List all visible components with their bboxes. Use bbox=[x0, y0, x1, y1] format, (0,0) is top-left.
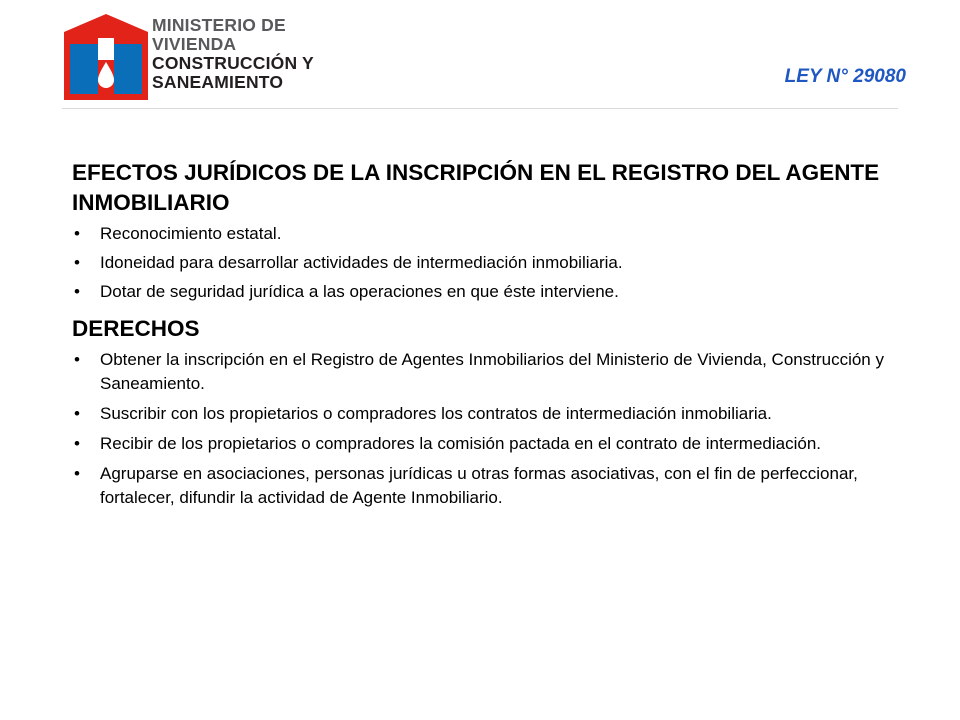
list-item: • Suscribir con los propietarios o compradores los contratos de intermediación inmobiliaria. bbox=[72, 402, 912, 426]
logo-line: MINISTERIO DE bbox=[152, 15, 286, 35]
ministry-logo bbox=[64, 14, 324, 100]
list-item: • Recibir de los propietarios o compradores la comisión pactada en el contrato de intermediación. bbox=[72, 432, 912, 456]
ministry-name bbox=[152, 16, 314, 92]
law-number: LEY N° 29080 bbox=[784, 66, 906, 87]
slide-content bbox=[72, 158, 912, 516]
header bbox=[0, 0, 960, 112]
list-item: • Idoneidad para desarrollar actividades de intermediación inmobiliaria. bbox=[72, 251, 912, 275]
list-item: • Agruparse en asociaciones, personas jurídicas u otras formas asociativas, con el fin de perfeccionar, fortalecer, difundir la actividad de Agente Inmobiliario. bbox=[72, 462, 912, 510]
logo-line: CONSTRUCCIÓN Y bbox=[152, 53, 314, 73]
list-item: • Reconocimiento estatal. bbox=[72, 222, 912, 246]
logo-line: SANEAMIENTO bbox=[152, 72, 284, 92]
header-divider bbox=[62, 108, 898, 109]
ministry-emblem-icon bbox=[64, 14, 148, 100]
list-item: • Dotar de seguridad jurídica a las operaciones en que éste interviene. bbox=[72, 280, 912, 304]
rights-list bbox=[72, 348, 912, 510]
list-item: • Obtener la inscripción en el Registro de Agentes Inmobiliarios del Ministerio de Vivienda, Construcción y Saneamiento. bbox=[72, 348, 912, 396]
section-title-effects: EFECTOS JURÍDICOS DE LA INSCRIPCIÓN EN EL REGISTRO DEL AGENTE INMOBILIARIO bbox=[72, 160, 880, 215]
effects-list bbox=[72, 222, 912, 304]
section-title-rights: DERECHOS bbox=[72, 316, 200, 341]
logo-line: VIVIENDA bbox=[152, 34, 237, 54]
